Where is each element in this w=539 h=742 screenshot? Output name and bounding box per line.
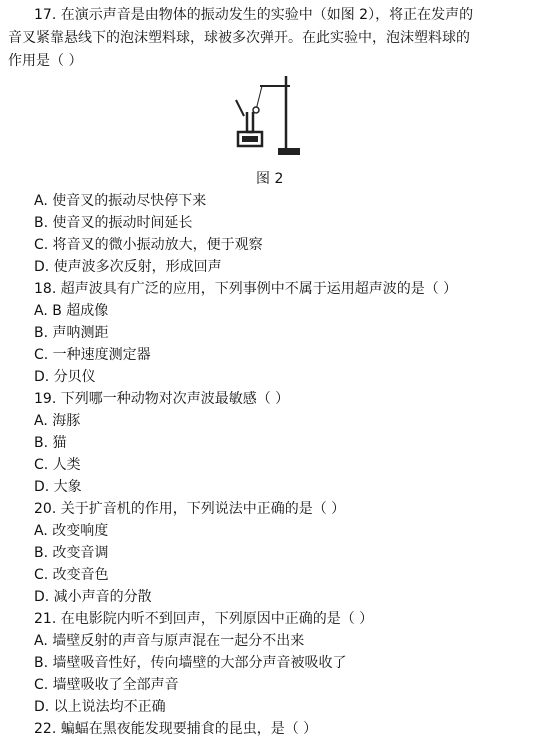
q19-option-d: D. 大象 xyxy=(34,479,82,495)
q21-stem: 21. 在电影院内听不到回声，下列原因中正确的是（ ） xyxy=(34,611,374,627)
tuning-fork xyxy=(247,112,253,132)
q20-option-b: B. 改变音调 xyxy=(34,545,109,561)
q17-option-d: D. 使声波多次反射，形成回声 xyxy=(34,259,222,275)
q19-option-c: C. 人类 xyxy=(34,457,81,473)
q21-option-c: C. 墙壁吸收了全部声音 xyxy=(34,677,179,693)
q19-option-b: B. 猫 xyxy=(34,435,67,451)
q21-option-a: A. 墙壁反射的声音与原声混在一起分不出来 xyxy=(34,633,305,649)
q22-stem: 22. 蝙蝠在黑夜能发现要捕食的昆虫，是（ ） xyxy=(34,721,318,737)
q20-option-a: A. 改变响度 xyxy=(34,523,109,539)
q20-option-c: C. 改变音色 xyxy=(34,567,109,583)
q20-stem: 20. 关于扩音机的作用，下列说法中正确的是（ ） xyxy=(34,501,346,517)
q19-option-a: A. 海豚 xyxy=(34,413,81,429)
mallet xyxy=(236,100,244,116)
q18-option-d: D. 分贝仪 xyxy=(34,369,96,385)
q17-stem-line-3: 作用是（ ） xyxy=(8,53,83,69)
q17-option-c: C. 将音叉的微小振动放大，便于观察 xyxy=(34,237,263,253)
q17-stem-line-2: 音叉紧靠悬线下的泡沫塑料球，球被多次弹开。在此实验中，泡沫塑料球的 xyxy=(8,30,470,46)
q21-option-d: D. 以上说法均不正确 xyxy=(34,699,166,715)
foam-ball xyxy=(253,107,259,113)
q20-option-d: D. 减小声音的分散 xyxy=(34,589,152,605)
q21-option-b: B. 墙壁吸音性好，传向墙壁的大部分声音被吸收了 xyxy=(34,655,347,671)
figure-caption: 图 2 xyxy=(256,171,284,187)
q18-option-b: B. 声呐测距 xyxy=(34,325,109,341)
q18-option-a: A. B 超成像 xyxy=(34,303,109,319)
stand-base xyxy=(278,148,300,155)
q17-option-a: A. 使音叉的振动尽快停下来 xyxy=(34,193,207,209)
q18-option-c: C. 一种速度测定器 xyxy=(34,347,151,363)
q17-stem-line-1: 17. 在演示声音是由物体的振动发生的实验中（如图 2），将正在发声的 xyxy=(34,7,474,23)
q18-stem: 18. 超声波具有广泛的应用，下列事例中不属于运用超声波的是（ ） xyxy=(34,281,458,297)
tuning-fork-figure xyxy=(234,72,304,158)
resonance-box-opening xyxy=(242,136,258,142)
q17-option-b: B. 使音叉的振动时间延长 xyxy=(34,215,193,231)
q19-stem: 19. 下列哪一种动物对次声波最敏感（ ） xyxy=(34,391,290,407)
